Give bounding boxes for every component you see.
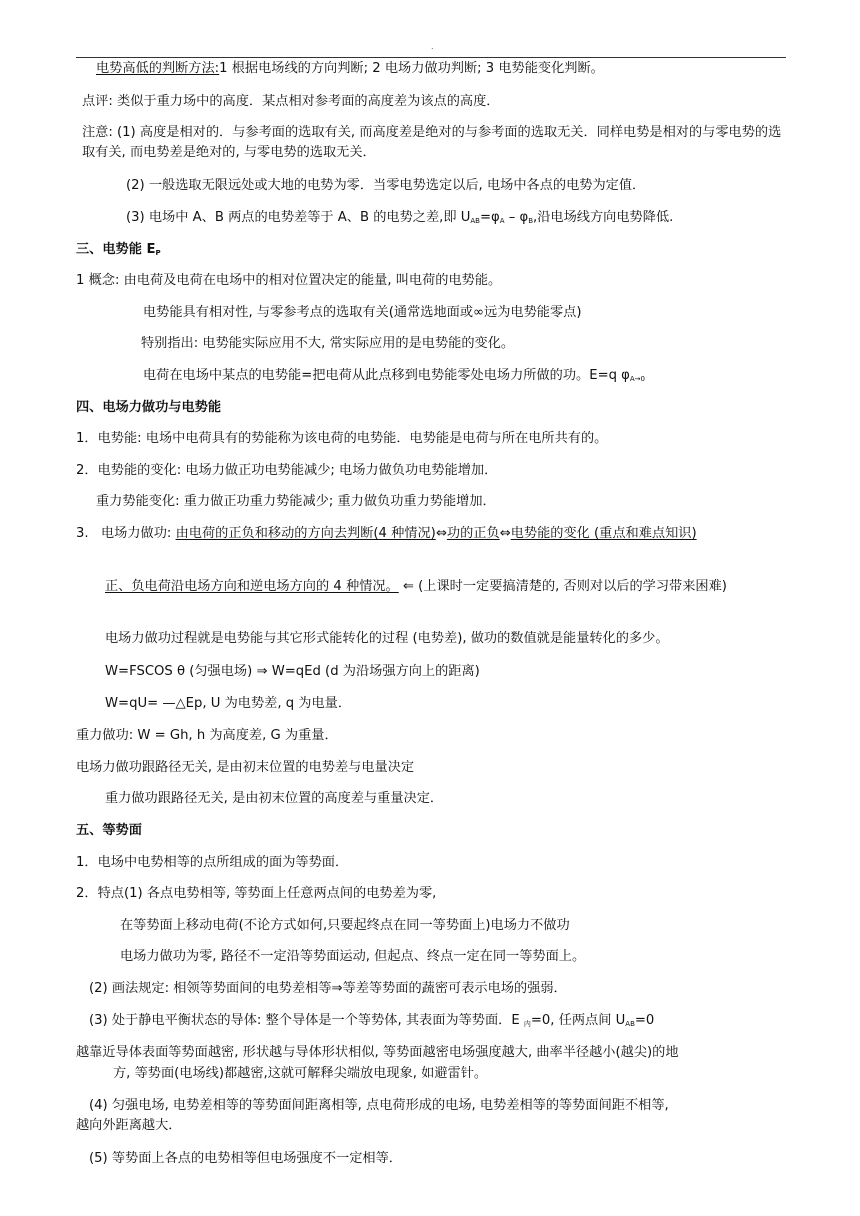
line-feature-3-detail: 越靠近导体表面等势面越密, 形状越与导体形状相似, 等势面越密电场强度越大, 曲率半径越小(越尖)的地 [76, 1045, 679, 1060]
line-note-1: 注意: (1) 高度是相对的．与参考面的选取有关, 而高度差是绝对的与参考面的选取无关．同样电势是相对的与零电势的选取有关, 而电势差是绝对的, 与零电势的选取无关． [82, 125, 782, 160]
line-special-note: 特别指出: 电势能实际应用不大, 常实际应用的是电势能的变化。 [141, 336, 515, 351]
header-rule [76, 57, 786, 58]
line-feature-2: (2) 画法规定: 相领等势面间的电势差相等⇒等差等势面的蔬密可表示电场的强弱． [89, 981, 567, 996]
line-feature-1a: 在等势面上移动电荷(不论方式如何,只要起终点在同一等势面上)电场力不做功 [120, 918, 570, 933]
line-comment: 点评: 类似于重力场中的高度．某点相对参考面的高度差为该点的高度． [82, 94, 500, 109]
line-feature-1: 2．特点(1) 各点电势相等, 等势面上任意两点间的电势差为零, [76, 886, 437, 901]
line-concept: 1 概念: 由电荷及电荷在电场中的相对位置决定的能量, 叫电荷的电势能。 [76, 273, 502, 288]
line-feature-4: (4) 匀强电场, 电势差相等的等势面间距离相等, 点电荷形成的电场, 电势差相等的等势面间距不相等, [89, 1098, 669, 1113]
header-dot: . [431, 42, 434, 51]
line-energy-1: 1．电势能: 电场中电荷具有的势能称为该电荷的电势能．电势能是电荷与所在电所共有的。 [76, 431, 608, 446]
heading-potential-energy: 三、电势能 $E_P$ [76, 242, 161, 257]
line-field-work: 电场力做功: 由电荷的正负和移动的方向去判断(4 种情况)⇔功的正负⇔电势能的变化 (重点和难点知识) [101, 526, 697, 541]
line-four-cases: 正、负电荷沿电场方向和逆电场方向的 4 种情况。 ⇐ (上课时一定要搞清楚的, 否则对以后的学习带来困难) [105, 579, 727, 594]
line-energy-definition: 电荷在电场中某点的电势能=把电荷从此点移到电势能零处电场力所做的功。E=q $\varphi_{A\to 0}$ [143, 368, 645, 383]
line-equipotential-def: 1．电场中电势相等的点所组成的面为等势面． [76, 855, 349, 870]
line-feature-1b: 电场力做功为零, 路径不一定沿等势面运动, 但起点、终点一定在同一等势面上。 [120, 949, 586, 964]
heading-field-work: 四、电场力做功与电势能 [76, 400, 222, 415]
line-note-2: (2) 一般选取无限远处或大地的电势为零．当零电势选定以后, 电场中各点的电势为定值． [126, 178, 646, 193]
line-work-number: 3. [76, 526, 89, 541]
line-relativity: 电势能具有相对性, 与零参考点的选取有关(通常选地面或∞远为电势能零点) [143, 305, 582, 320]
line-work-process: 电场力做功过程就是电势能与其它形式能转化的过程 (电势差), 做功的数值就是能量转化的多少。 [105, 631, 669, 646]
line-note-3: (3) 电场中 A、B 两点的电势差等于 A、B 的电势之差,即 $U_{AB}=\varphi_A - \varphi_B$,沿电场线方向电势降低. [126, 210, 674, 225]
line-feature-5: (5) 等势面上各点的电势相等但电场强度不一定相等． [89, 1151, 402, 1166]
line-potential-judgment: 电势高低的判断方法:1 根据电场线的方向判断; 2 电场力做功判断; 3 电势能变化判断。 [96, 61, 604, 76]
line-feature-3: (3) 处于静电平衡状态的导体: 整个导体是一个等势体, 其表面为等势面．E $_内$=0, 任两点间 $U_{AB}=0$ [89, 1013, 655, 1028]
line-feature-4-cont: 越向外距离越大． [76, 1118, 182, 1133]
line-gravity-path: 重力做功跟路径无关, 是由初末位置的高度差与重量决定． [105, 791, 444, 806]
line-gravity-work: 重力做功: W = Gh, h 为高度差, G 为重量． [76, 728, 338, 743]
line-formula-fscos: W=FSCOS θ (匀强电场) ⇒ W=qEd (d 为沿场强方向上的距离) [105, 664, 480, 679]
line-path-independent: 电场力做功跟路径无关, 是由初末位置的电势差与电量决定 [76, 760, 415, 775]
line-gravity-energy: 重力势能变化: 重力做正功重力势能减少; 重力做负功重力势能增加． [96, 494, 496, 509]
line-formula-qu: W=qU= —△Ep, U 为电势差, q 为电量． [105, 696, 352, 711]
line-energy-change: 2．电势能的变化: 电场力做正功电势能减少; 电场力做负功电势能增加． [76, 463, 498, 478]
heading-equipotential: 五、等势面 [76, 823, 142, 838]
line-feature-3-detail-cont: 方, 等势面(电场线)都越密,这就可解释尖端放电现象, 如避雷针。 [113, 1066, 488, 1081]
